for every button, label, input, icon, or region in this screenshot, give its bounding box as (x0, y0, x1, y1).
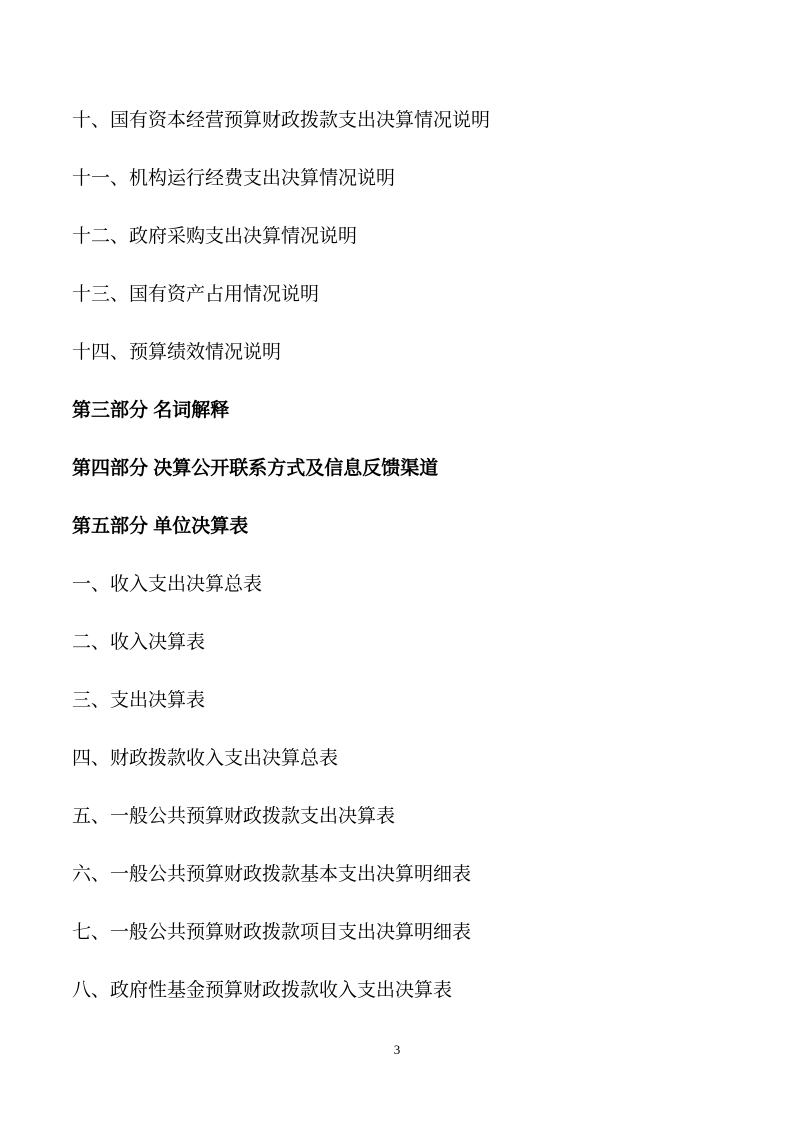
section-heading: 第四部分 决算公开联系方式及信息反馈渠道 (72, 458, 439, 479)
page-number: 3 (393, 1042, 401, 1057)
toc-item: 十、国有资本经营预算财政拨款支出决算情况说明 (72, 110, 491, 131)
toc-item: 二、收入决算表 (72, 632, 206, 653)
toc-item: 十一、机构运行经费支出决算情况说明 (72, 168, 396, 189)
toc-item: 十三、国有资产占用情况说明 (72, 284, 320, 305)
toc-item: 十四、预算绩效情况说明 (72, 342, 282, 363)
section-heading: 第五部分 单位决算表 (72, 516, 249, 537)
toc-item: 六、一般公共预算财政拨款基本支出决算明细表 (72, 864, 472, 885)
toc-item: 一、收入支出决算总表 (72, 574, 263, 595)
section-heading: 第三部分 名词解释 (72, 400, 230, 421)
toc-item: 三、支出决算表 (72, 690, 206, 711)
toc-item: 四、财政拨款收入支出决算总表 (72, 748, 339, 769)
toc-item: 五、一般公共预算财政拨款支出决算表 (72, 806, 396, 827)
toc-content (72, 108, 734, 1036)
toc-item: 十二、政府采购支出决算情况说明 (72, 226, 358, 247)
toc-item: 八、政府性基金预算财政拨款收入支出决算表 (72, 980, 453, 1001)
toc-item: 七、一般公共预算财政拨款项目支出决算明细表 (72, 922, 472, 943)
